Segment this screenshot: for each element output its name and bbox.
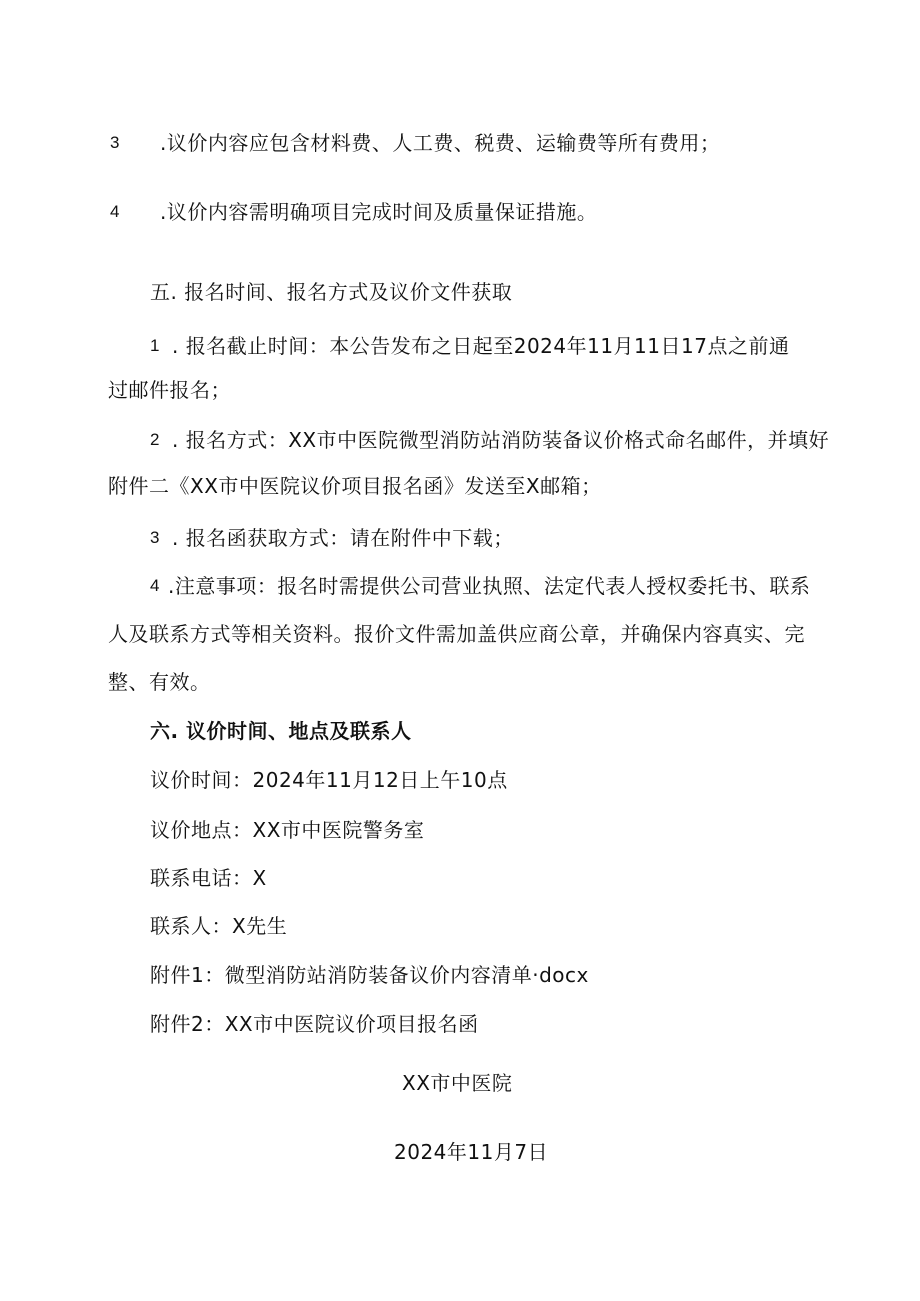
item-text: . 报名截止时间：本公告发布之日起至2024年11月11日17点之前通 — [172, 334, 790, 358]
item-text: . 报名方式：XX市中医院微型消防站消防装备议价格式命名邮件，并填好 — [172, 428, 830, 452]
bid-place: 议价地点：XX市中医院警务室 — [150, 818, 425, 842]
item-number: 2 — [150, 430, 160, 449]
item-number: 3 — [110, 133, 120, 152]
item-text: . 报名函获取方式：请在附件中下载； — [172, 526, 514, 550]
section-5-item-2-cont: 附件二《XX市中医院议价项目报名函》发送至X邮箱； — [108, 474, 602, 498]
item-text: .注意事项：报名时需提供公司营业执照、法定代表人授权委托书、联系 — [168, 574, 811, 598]
item-text: .议价内容需明确项目完成时间及质量保证措施。 — [160, 200, 598, 224]
contact-person: 联系人：X先生 — [150, 914, 288, 938]
item-number: 4 — [110, 202, 120, 221]
signature-date: 2024年11月7日 — [394, 1140, 549, 1164]
bid-time: 议价时间：2024年11月12日上午10点 — [150, 768, 508, 792]
item-number: 3 — [150, 528, 160, 547]
contact-phone: 联系电话：X — [150, 866, 267, 890]
section-5-item-4-cont2: 整、有效。 — [108, 670, 211, 694]
section-5-heading: 五. 报名时间、报名方式及议价文件获取 — [150, 280, 513, 304]
item-number: 4 — [150, 576, 160, 595]
item-text: .议价内容应包含材料费、人工费、税费、运输费等所有费用； — [160, 131, 721, 155]
section-5-item-1-cont: 过邮件报名； — [108, 378, 231, 402]
section-6-heading: 六. 议价时间、地点及联系人 — [150, 719, 412, 743]
section-5-item-4-cont: 人及联系方式等相关资料。报价文件需加盖供应商公章，并确保内容真实、完 — [108, 622, 805, 646]
attachment-1: 附件1：微型消防站消防装备议价内容清单·docx — [150, 963, 589, 987]
attachment-2: 附件2：XX市中医院议价项目报名函 — [150, 1012, 479, 1036]
signature-org: XX市中医院 — [402, 1071, 513, 1095]
item-number: 1 — [150, 336, 160, 355]
